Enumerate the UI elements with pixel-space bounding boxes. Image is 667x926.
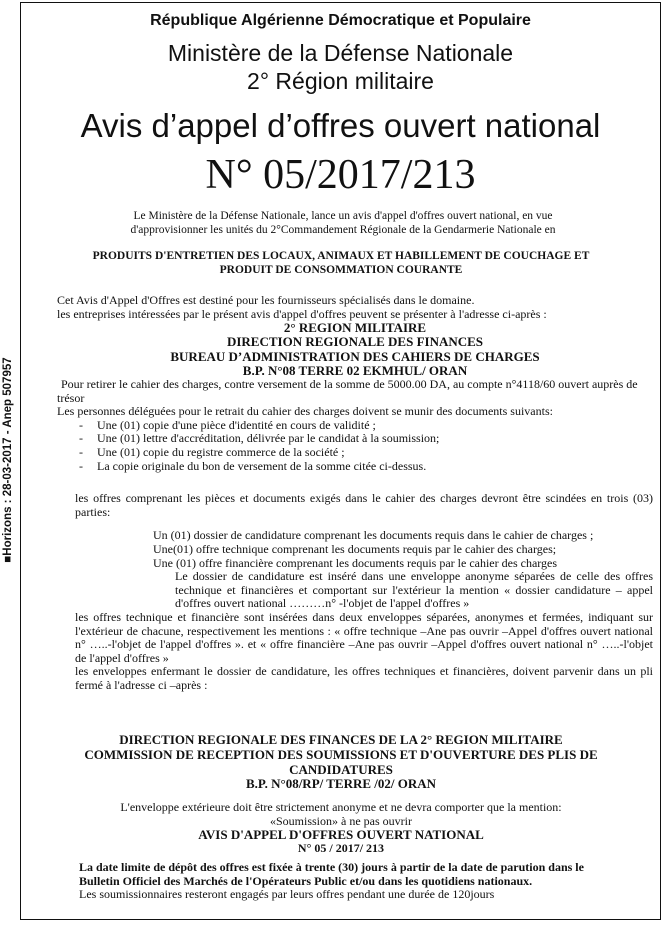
envelopes-note: les offres technique et financière sont insérées dans deux enveloppes séparées, anonymes et fermées, indiquant sur l'extérieur de chacune, respectivement les mentions : « offre technique –Ane pas ouvrir –Appel d'offres ouvert national n° …..-l'objet de l'appel d'offres ». et « offre financière –Ane pas ouvrir –Appel d'offres ouvert national n° …..-l'objet de l'appel d'offres » <box>75 609 653 665</box>
soumission-mention: «Soumission» à ne pas ouvrir <box>270 813 412 828</box>
region-line: 2° Région militaire <box>247 68 434 94</box>
intro-line: d'approvisionner les unités du 2°Commandement Régionale de la Gendarmerie Nationale en <box>130 224 556 236</box>
address-line: DIRECTION REGIONALE DES FINANCES <box>226 334 484 350</box>
validity-line: Les soumissionnaires resteront engagés par leurs offres pendant une durée de 120jours <box>79 887 495 902</box>
target-suppliers: Cet Avis d'Appel d'Offres est destiné pour les fournisseurs spécialisés dans le domaine. <box>57 293 475 307</box>
address-line: B.P. N°08 TERRE 02 EKMHUL/ ORAN <box>242 362 468 378</box>
retrieve-paragraph: Pour retirer le cahier des charges, contre versement de la somme de 5000.00 DA, au compte n°4118/60 ouvert auprès de trésor <box>57 377 638 405</box>
products-heading <box>41 249 641 277</box>
intro-line: Le Ministère de la Défense Nationale, lance un avis d'appel d'offres ouvert national, en vue <box>133 210 553 222</box>
list-item: Une(01) offre technique comprenant les documents requis par le cahier des charges; <box>153 541 557 556</box>
products-line: PRODUITS D'ENTRETIEN DES LOCAUX, ANIMAUX ET HABILLEMENT DE COUCHAGE ET <box>92 250 590 262</box>
deadline-section <box>79 861 639 902</box>
notice-number: N° 05/2017/213 <box>205 152 476 198</box>
address-line: CANDIDATURES <box>289 761 393 777</box>
notice-title: Avis d’appel d’offres ouvert national <box>80 107 601 144</box>
side-label: ■Horizons : 28-03-2017 - Anep 507957 <box>2 357 14 563</box>
documents-list <box>57 419 653 473</box>
closing-note: les enveloppes enfermant le dossier de candidature, les offres techniques et financières, doivent parvenir dans un pli fermé à l'adresse ci –après : <box>75 664 653 692</box>
products-line: PRODUIT DE CONSOMMATION COURANTE <box>219 264 463 276</box>
list-item: - La copie originale du bon de versement de la somme citée ci-dessus. <box>79 460 653 474</box>
newspaper-reference <box>0 300 16 620</box>
address-line: COMMISSION DE RECEPTION DES SOUMISSIONS ET D'OUVERTURE DES PLIS DE <box>84 746 598 762</box>
persons-paragraph: Les personnes déléguées pour le retrait du cahier des charges doivent se munir des documents suivants: <box>57 404 553 419</box>
address-block-2 <box>41 733 641 792</box>
offers-intro: les offres comprenant les pièces et documents exigés dans le cahier des charges devront être scindées en trois (03) parties: <box>75 491 653 519</box>
envelope-instructions <box>41 801 641 855</box>
outer-envelope-note: L'enveloppe extérieure doit être strictement anonyme et ne devra comporter que la mention: <box>120 800 562 814</box>
address-line: DIRECTION REGIONALE DES FINANCES DE LA 2° REGION MILITAIRE <box>119 732 563 747</box>
list-item: - Une (01) copie du registre commerce de la société ; <box>79 446 653 460</box>
parts-list <box>57 529 653 570</box>
list-item: - Une (01) copie d'une pièce d'identité en cours de validité ; <box>79 419 653 433</box>
address-line: B.P. N°08/RP/ TERRE /02/ ORAN <box>245 776 437 792</box>
notice-body <box>57 294 653 692</box>
dossier-note: Le dossier de candidature est inséré dans une enveloppe anonyme séparées de celle des offres technique et financières et comportant sur l'extérieur la mention « dossier candidature – appel d'offres ouvert national ………n° -l'objet de l'appel d'offres » <box>175 569 653 611</box>
notice-frame <box>20 2 661 920</box>
address-intro: les entreprises intéressées par le présent avis d'appel d'offres peuvent se présenter à l'adresse ci-après : <box>57 306 547 321</box>
avis-caps: AVIS D'APPEL D'OFFRES OUVERT NATIONAL <box>198 827 484 843</box>
address-block-1 <box>57 321 653 378</box>
deadline-line: La date limite de dépôt des offres est fixée à trente (30) jours à partir de la date de parution dans le <box>79 860 584 874</box>
intro-text <box>47 209 639 237</box>
republic-line: République Algérienne Démocratique et Populaire <box>150 12 531 29</box>
list-item: - Une (01) lettre d'accréditation, délivrée par le candidat à la soumission; <box>79 432 653 446</box>
address-line: BUREAU D’ADMINISTRATION DES CAHIERS DE CHARGES <box>170 348 540 364</box>
reference-number: N° 05 / 2017/ 213 <box>297 840 385 855</box>
ministry-line: Ministère de la Défense Nationale <box>167 40 514 66</box>
list-item: Un (01) dossier de candidature comprenant les documents requis dans le cahier de charges ; <box>153 528 594 543</box>
deadline-line: Bulletin Officiel des Marchés de l'Opérateurs Public et/ou dans les quotidiens nationaux. <box>79 873 533 888</box>
address-line: 2° REGION MILITAIRE <box>283 320 427 336</box>
list-item: Une (01) offre financière comprenant les documents requis par le cahier des charges <box>153 555 558 570</box>
